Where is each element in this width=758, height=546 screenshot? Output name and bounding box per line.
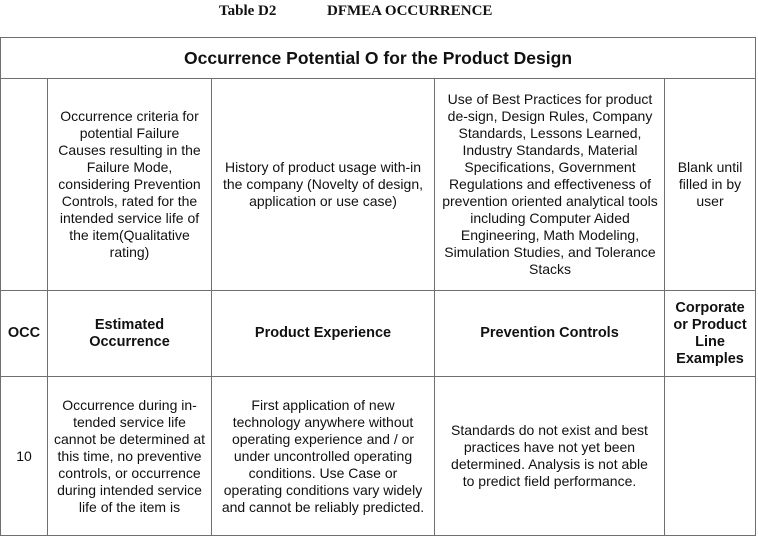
- header-prevention-controls: Prevention Controls: [435, 291, 665, 377]
- header-occ: OCC: [1, 291, 48, 377]
- table-number: Table D2: [219, 3, 277, 19]
- header-estimated-occurrence: [48, 291, 212, 377]
- row-prevention-controls: Standards do not exist and best practices have not yet been determined. Analysis is not able to predict field performance.: [451, 422, 648, 489]
- experience-description: History of product usage with-in the company (Novelty of design, application or use case): [223, 159, 423, 209]
- estimated-description-cell: [48, 79, 212, 291]
- row-experience-cell: [212, 377, 435, 536]
- table-row: [1, 377, 756, 536]
- row-estimated-occurrence: Occurrence during in-tended service life cannot be determined at this time, no preventive controls, or occurrence during intended service life of the item is: [54, 396, 205, 515]
- experience-description-cell: [212, 79, 435, 291]
- description-row: [1, 79, 756, 291]
- table-heading: Occurrence Potential O for the Product Design: [1, 38, 756, 79]
- occ-description-cell: [1, 79, 48, 291]
- header-row: [1, 291, 756, 377]
- header-product-experience: Product Experience: [212, 291, 435, 377]
- header-examples: [665, 291, 756, 377]
- examples-description-cell: [665, 79, 756, 291]
- header-examples-label: Corporate or Product Line Examples: [673, 299, 747, 367]
- prevention-description: Use of Best Practices for product de-sign, Design Rules, Company Standards, Lessons Learned, Industry Standards, Material Specifications, Government Regulations and effectiveness of prevention oriented analytical tools including Computer Aided Engineering, Math Modeling, Simulation Studies, and Tolerance Stacks: [442, 91, 658, 277]
- estimated-description: Occurrence criteria for potential Failure Causes resulting in the Failure Mode, considering Prevention Controls, rated for the intended service life of the item(Qualitative rating): [58, 108, 201, 260]
- table-caption: [0, 0, 758, 26]
- row-occ-value: 10: [1, 377, 48, 536]
- occurrence-table: [0, 37, 756, 536]
- row-examples-cell: [665, 377, 756, 536]
- row-prevention-cell: [435, 377, 665, 536]
- row-product-experience: First application of new technology anywhere without operating experience and / or under uncontrolled operating conditions. Use Case or operating conditions vary widely and cannot be reliably predicted.: [221, 396, 425, 515]
- header-estimated-occurrence-label: Estimated Occurrence: [89, 316, 170, 350]
- row-estimated-cell: [48, 377, 212, 536]
- table-title-row: [1, 38, 756, 79]
- examples-description: Blank until filled in by user: [677, 159, 743, 209]
- prevention-description-cell: [435, 79, 665, 291]
- table-title: DFMEA OCCURRENCE: [327, 3, 493, 19]
